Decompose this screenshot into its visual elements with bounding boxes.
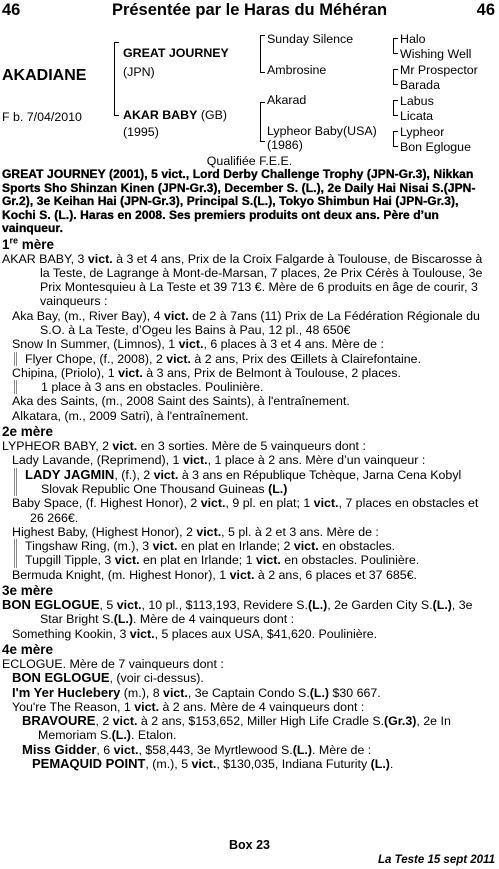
produce-bermuda-knight: Bermuda Knight, (m. Highest Honor), 1 vict. à 2 ans, 6 places et 37 685€. xyxy=(12,567,417,582)
dam-origin: (GB) xyxy=(200,108,227,122)
produce-bon-eglogue: BON EGLOGUE, (voir ci-dessus). xyxy=(12,670,204,686)
bracket-sire xyxy=(114,42,119,116)
section-first-dam: 1re mère xyxy=(2,235,55,252)
produce-tupgill-tipple: Tupgill Tipple, 3 vict. en plat en Irlande; 1 vict. en obstacles. Poulinière. xyxy=(14,553,495,567)
page-title: Présentée par le Haras du Méhéran xyxy=(111,1,388,19)
sire-name: GREAT JOURNEY xyxy=(123,46,229,60)
horse-name: AKADIANE xyxy=(2,67,87,84)
sale-date: La Teste 15 sept 2011 xyxy=(378,854,495,866)
produce-something-kookin: Something Kookin, 3 vict., 5 places aux USA, $41,620. Poulinière. xyxy=(12,626,378,641)
dam-year: (1995) xyxy=(123,125,159,139)
produce-tingshaw-ring: Tingshaw Ring, (m.), 3 vict. en plat en Irlande; 2 vict. en obstacles. xyxy=(14,539,495,553)
gg-halo: Halo xyxy=(400,32,426,46)
produce-aka-des-saints: Aka des Saints, (m., 2008 Saint des Saints), à l'entraînement. xyxy=(12,394,350,409)
produce-lady-jagmin: LADY JAGMIN, (f.), 2 vict. à 3 ans en République Tchèque, Jarna Cena Kobyl Slovak Republic One Thousand Guineas (L.) xyxy=(14,468,495,497)
produce-flyer-chope: Flyer Chope, (f., 2008), 2 vict. à 2 ans, Prix des Œillets à Clairefontaine. xyxy=(14,352,495,366)
sire-sire: Sunday Silence xyxy=(267,32,354,46)
sire-intro: GREAT JOURNEY (2001), 5 vict., Lord Derby Challenge Trophy (JPN-Gr.3), Nikkan Sports Sho Shinzan Kinen (JPN-Gr.3), December S. (L.), 2e Daily Hai Nisai S.(JPN-Gr.2), 3e Keihan Hai (JPN-Gr.3), Principal S.(L.), Tokyo Shimbun Hai (JPN-Gr.3), Kochi S. (L.). Haras en 2008. Ses premiers produits ont deux ans. Père d’un vainqueur. xyxy=(2,167,476,235)
produce-pemaquid-point: PEMAQUID POINT, (m.), 5 vict., $130,035, Indiana Futurity (L.). xyxy=(32,756,394,771)
gg-wishing-well: Wishing Well xyxy=(400,47,472,61)
gg-mr-prospector: Mr Prospector xyxy=(400,63,478,77)
dam-dam-year: (1986) xyxy=(267,138,303,152)
second-dam-entry: LYPHEOR BABY, 2 vict. en 3 sorties. Mère de 5 vainqueurs dont : xyxy=(2,439,366,454)
gg-bon-eglogue: Bon Eglogue xyxy=(400,140,471,154)
produce-snow-in-summer: Snow In Summer, (Limnos), 1 vict., 6 places à 3 et 4 ans. Mère de : xyxy=(12,337,384,352)
section-fourth-dam: 4e mère xyxy=(2,641,54,657)
produce-chipina: Chipina, (Priolo), 1 vict. à 3 ans, Prix de Belmont à Toulouse, 2 places. xyxy=(12,365,401,380)
lot-number-left: 46 xyxy=(2,1,21,19)
section-third-dam: 3e mère xyxy=(2,583,54,599)
bracket-gg3 xyxy=(393,100,398,116)
catalogue-text xyxy=(2,168,495,771)
fourth-dam-entry: ECLOGUE. Mère de 7 vainqueurs dont : xyxy=(2,656,224,671)
dam-dam: Lypheor Baby(USA) xyxy=(267,124,377,138)
box-number: Box 23 xyxy=(229,838,270,852)
bracket-gg1 xyxy=(393,38,398,54)
produce-highest-baby: Highest Baby, (Highest Honor), 2 vict., 5 pl. à 2 et 3 ans. Mère de : xyxy=(12,524,379,539)
chipina-obstacles: 1 place à 3 ans en obstacles. Poulinière. xyxy=(14,380,495,394)
produce-bravoure: BRAVOURE, 2 vict. à 2 ans, $153,652, Miller High Life Cradle S.(Gr.3), 2e In Memoriam S.(L.). Etalon. xyxy=(22,713,451,743)
bracket-sire-parents xyxy=(260,35,265,73)
third-dam-entry: BON EGLOGUE, 5 vict., 10 pl., $113,193, Revidere S.(L.), 2e Garden City S.(L.), 3e Star Bright S.(L.). Mère de 4 vainqueurs dont : xyxy=(2,597,473,627)
pedigree-table xyxy=(0,30,499,160)
dam-sire: Akarad xyxy=(267,93,307,107)
produce-lady-lavande: Lady Lavande, (Reprimend), 1 vict., 1 place à 2 ans. Mère d’un vainqueur : xyxy=(12,453,426,468)
qualification: Qualifiée F.E.E. xyxy=(206,154,293,168)
produce-miss-gidder: Miss Gidder, 6 vict., $58,443, 3e Myrtlewood S.(L.). Mère de : xyxy=(22,741,372,757)
produce-aka-bay: Aka Bay, (m., River Bay), 4 vict. de 2 à 7ans (11) Prix de La Fédération Régionale du S.O. à La Teste, d’Ogeu les Bains à Pau, 12 pl., 48 650€ xyxy=(12,308,480,337)
lot-number-right: 46 xyxy=(476,1,495,19)
sire-origin: (JPN) xyxy=(123,65,155,79)
gg-licata: Licata xyxy=(400,109,434,123)
sire-dam: Ambrosine xyxy=(267,63,327,77)
gg-labus: Labus xyxy=(400,94,434,108)
first-dam-entry: AKAR BABY, 3 vict. à 3 et 4 ans, Prix de la Croix Falgarde à Toulouse, de Biscarosse à la Teste, de Lagrange à Mont-de-Marsan, 7 places, 2e Prix Cérès à Toulouse, 3e Prix Montesquieu à La Teste et 39 713 €. Mère de 6 produits en âge de courir, 3 vainqueurs : xyxy=(2,251,483,309)
horse-details: F b. 7/04/2010 xyxy=(2,110,82,124)
bracket-dam-parents xyxy=(260,102,265,142)
bracket-gg2 xyxy=(393,69,398,85)
dam-name: AKAR BABY xyxy=(123,108,198,122)
produce-im-yer-huclebery: I'm Yer Huclebery (m.), 8 vict., 3e Captain Condo S.(L.) $30 667. xyxy=(12,684,381,700)
produce-alkatara: Alkatara, (m., 2009 Satri), à l'entraînement. xyxy=(12,408,249,423)
produce-baby-space: Baby Space, (f. Highest Honor), 2 vict., 9 pl. en plat; 1 vict., 7 places en obstacles et 26 266€. xyxy=(12,496,479,525)
page-header xyxy=(2,0,497,20)
bracket-gg4 xyxy=(393,131,398,147)
section-second-dam: 2e mère xyxy=(2,424,54,440)
produce-youre-the-reason: You're The Reason, 1 vict. à 2 ans. Mère de 4 vainqueurs dont : xyxy=(12,699,365,714)
gg-barada: Barada xyxy=(400,78,440,92)
gg-lypheor: Lypheor xyxy=(400,125,445,139)
